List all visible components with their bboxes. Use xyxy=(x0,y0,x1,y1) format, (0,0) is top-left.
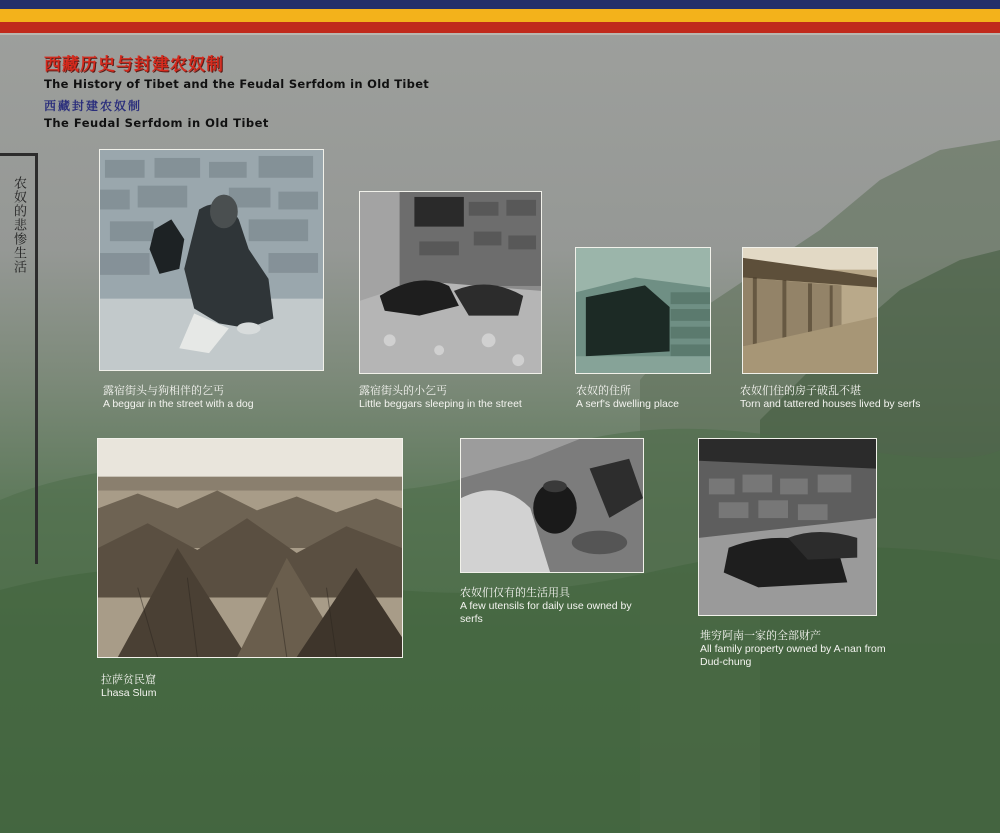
caption-cn: 农奴们仅有的生活用具 xyxy=(460,586,570,599)
caption-lhasa-slum xyxy=(101,672,156,700)
photo-utensils xyxy=(460,438,644,573)
caption-cn: 拉萨贫民窟 xyxy=(101,673,156,686)
photo-tattered-houses xyxy=(742,247,878,374)
caption-cn: 农奴们住的房子破乱不堪 xyxy=(740,384,861,397)
caption-cn: 农奴的住所 xyxy=(576,384,631,397)
caption-cn: 堆穷阿南一家的全部财产 xyxy=(700,629,821,642)
caption-en: A beggar in the street with a dog xyxy=(103,398,254,410)
caption-serf-dwelling xyxy=(576,383,679,411)
caption-en: Little beggars sleeping in the street xyxy=(359,398,522,410)
caption-beggar-with-dog xyxy=(103,383,254,411)
photo-little-beggars xyxy=(359,191,542,374)
side-rule-vertical xyxy=(35,156,38,564)
flag-stripe-navy xyxy=(0,0,1000,9)
caption-en: A serf's dwelling place xyxy=(576,398,679,410)
side-rule-horizontal xyxy=(0,153,38,156)
section-title-chinese: 西藏封建农奴制 xyxy=(44,99,143,113)
photo-family-property xyxy=(698,438,877,616)
page-title-english: The History of Tibet and the Feudal Serfdom in Old Tibet xyxy=(44,77,430,91)
flag-stripe-gap xyxy=(0,33,1000,35)
caption-family-property xyxy=(700,628,900,669)
photo-lhasa-slum xyxy=(97,438,403,658)
caption-en: All family property owned by A-nan from Dud-chung xyxy=(700,643,886,668)
side-section-label: 农奴的悲惨生活 xyxy=(11,176,26,274)
photo-beggar-with-dog xyxy=(99,149,324,371)
section-title-english: The Feudal Serfdom in Old Tibet xyxy=(44,116,269,130)
photo-serf-dwelling xyxy=(575,247,711,374)
caption-utensils xyxy=(460,585,650,626)
caption-cn: 露宿街头与狗相伴的乞丐 xyxy=(103,384,224,397)
page-title-chinese: 西藏历史与封建农奴制 xyxy=(44,55,224,75)
caption-en: A few utensils for daily use owned by serfs xyxy=(460,600,632,625)
caption-en: Torn and tattered houses lived by serfs xyxy=(740,398,921,410)
page-header xyxy=(44,50,429,130)
flag-stripe-yellow xyxy=(0,9,1000,22)
caption-en: Lhasa Slum xyxy=(101,687,157,699)
caption-tattered-houses xyxy=(740,383,920,411)
caption-cn: 露宿街头的小乞丐 xyxy=(359,384,447,397)
flag-stripe-red xyxy=(0,22,1000,33)
caption-little-beggars xyxy=(359,383,522,411)
